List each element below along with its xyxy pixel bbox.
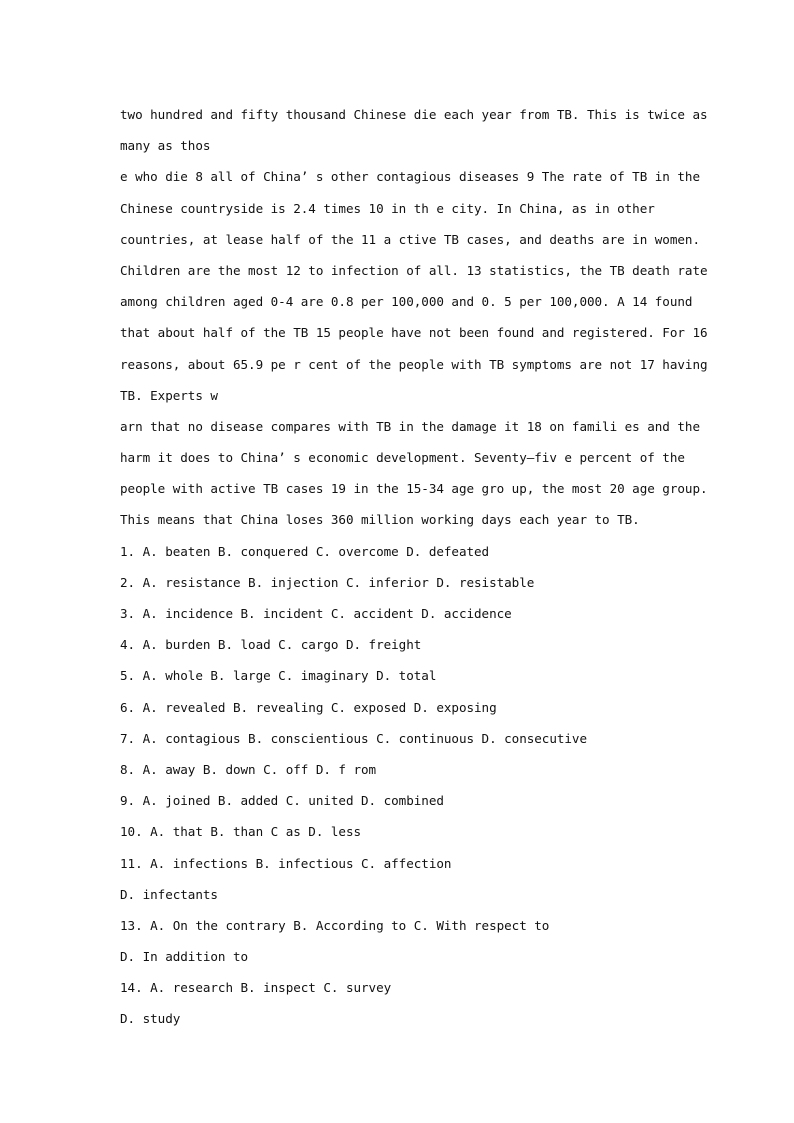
- option-line: 6. A. revealed B. revealing C. exposed D. exposing: [120, 699, 497, 715]
- passage-line: reasons, about 65.9 pe r cent of the people with TB symptoms are not 17 having: [120, 356, 708, 372]
- option-line: D. infectants: [120, 886, 218, 902]
- option-line: 7. A. contagious B. conscientious C. continuous D. consecutive: [120, 730, 587, 746]
- option-line: 11. A. infections B. infectious C. affection: [120, 855, 452, 871]
- option-line: 13. A. On the contrary B. According to C. With respect to: [120, 917, 550, 933]
- passage-line: countries, at lease half of the 11 a ctive TB cases, and deaths are in women.: [120, 231, 700, 247]
- passage-line: TB. Experts w: [120, 387, 218, 403]
- passage-line: people with active TB cases 19 in the 15-34 age gro up, the most 20 age group.: [120, 481, 708, 497]
- passage-line: This means that China loses 360 million working days each year to TB.: [120, 512, 640, 528]
- option-line: 14. A. research B. inspect C. survey: [120, 980, 392, 996]
- passage-line: Children are the most 12 to infection of all. 13 statistics, the TB death rate: [120, 262, 708, 278]
- passage-line: that about half of the TB 15 people have not been found and registered. For 16: [120, 325, 708, 341]
- option-line: 1. A. beaten B. conquered C. overcome D. defeated: [120, 543, 490, 559]
- passage-line: among children aged 0-4 are 0.8 per 100,000 and 0. 5 per 100,000. A 14 found: [120, 294, 693, 310]
- passage-line: two hundred and fifty thousand Chinese die each year from TB. This is twice as: [120, 107, 708, 122]
- option-line: 9. A. joined B. added C. united D. combined: [120, 793, 444, 809]
- answer-options: [120, 536, 680, 1035]
- option-line: 10. A. that B. than C as D. less: [120, 824, 362, 840]
- option-line: 3. A. incidence B. incident C. accident D. accidence: [120, 606, 512, 621]
- reading-passage: [120, 99, 708, 536]
- option-line: 4. A. burden B. load C. cargo D. freight: [120, 637, 422, 653]
- passage-line: harm it does to China’ s economic development. Seventy—fiv e percent of the: [120, 450, 685, 466]
- document-content: [120, 99, 708, 1035]
- passage-line: arn that no disease compares with TB in the damage it 18 on famili es and the: [120, 418, 700, 434]
- passage-line: e who die 8 all of China’ s other contagious diseases 9 The rate of TB in the: [120, 169, 700, 185]
- option-line: 5. A. whole B. large C. imaginary D. total: [120, 668, 437, 684]
- option-line: D. In addition to: [120, 949, 249, 965]
- passage-line: many as thos: [120, 138, 211, 154]
- passage-line: Chinese countryside is 2.4 times 10 in th e city. In China, as in other: [120, 200, 655, 216]
- option-line: 2. A. resistance B. injection C. inferior D. resistable: [120, 574, 535, 590]
- option-line: D. study: [120, 1011, 181, 1027]
- option-line: 8. A. away B. down C. off D. f rom: [120, 761, 377, 777]
